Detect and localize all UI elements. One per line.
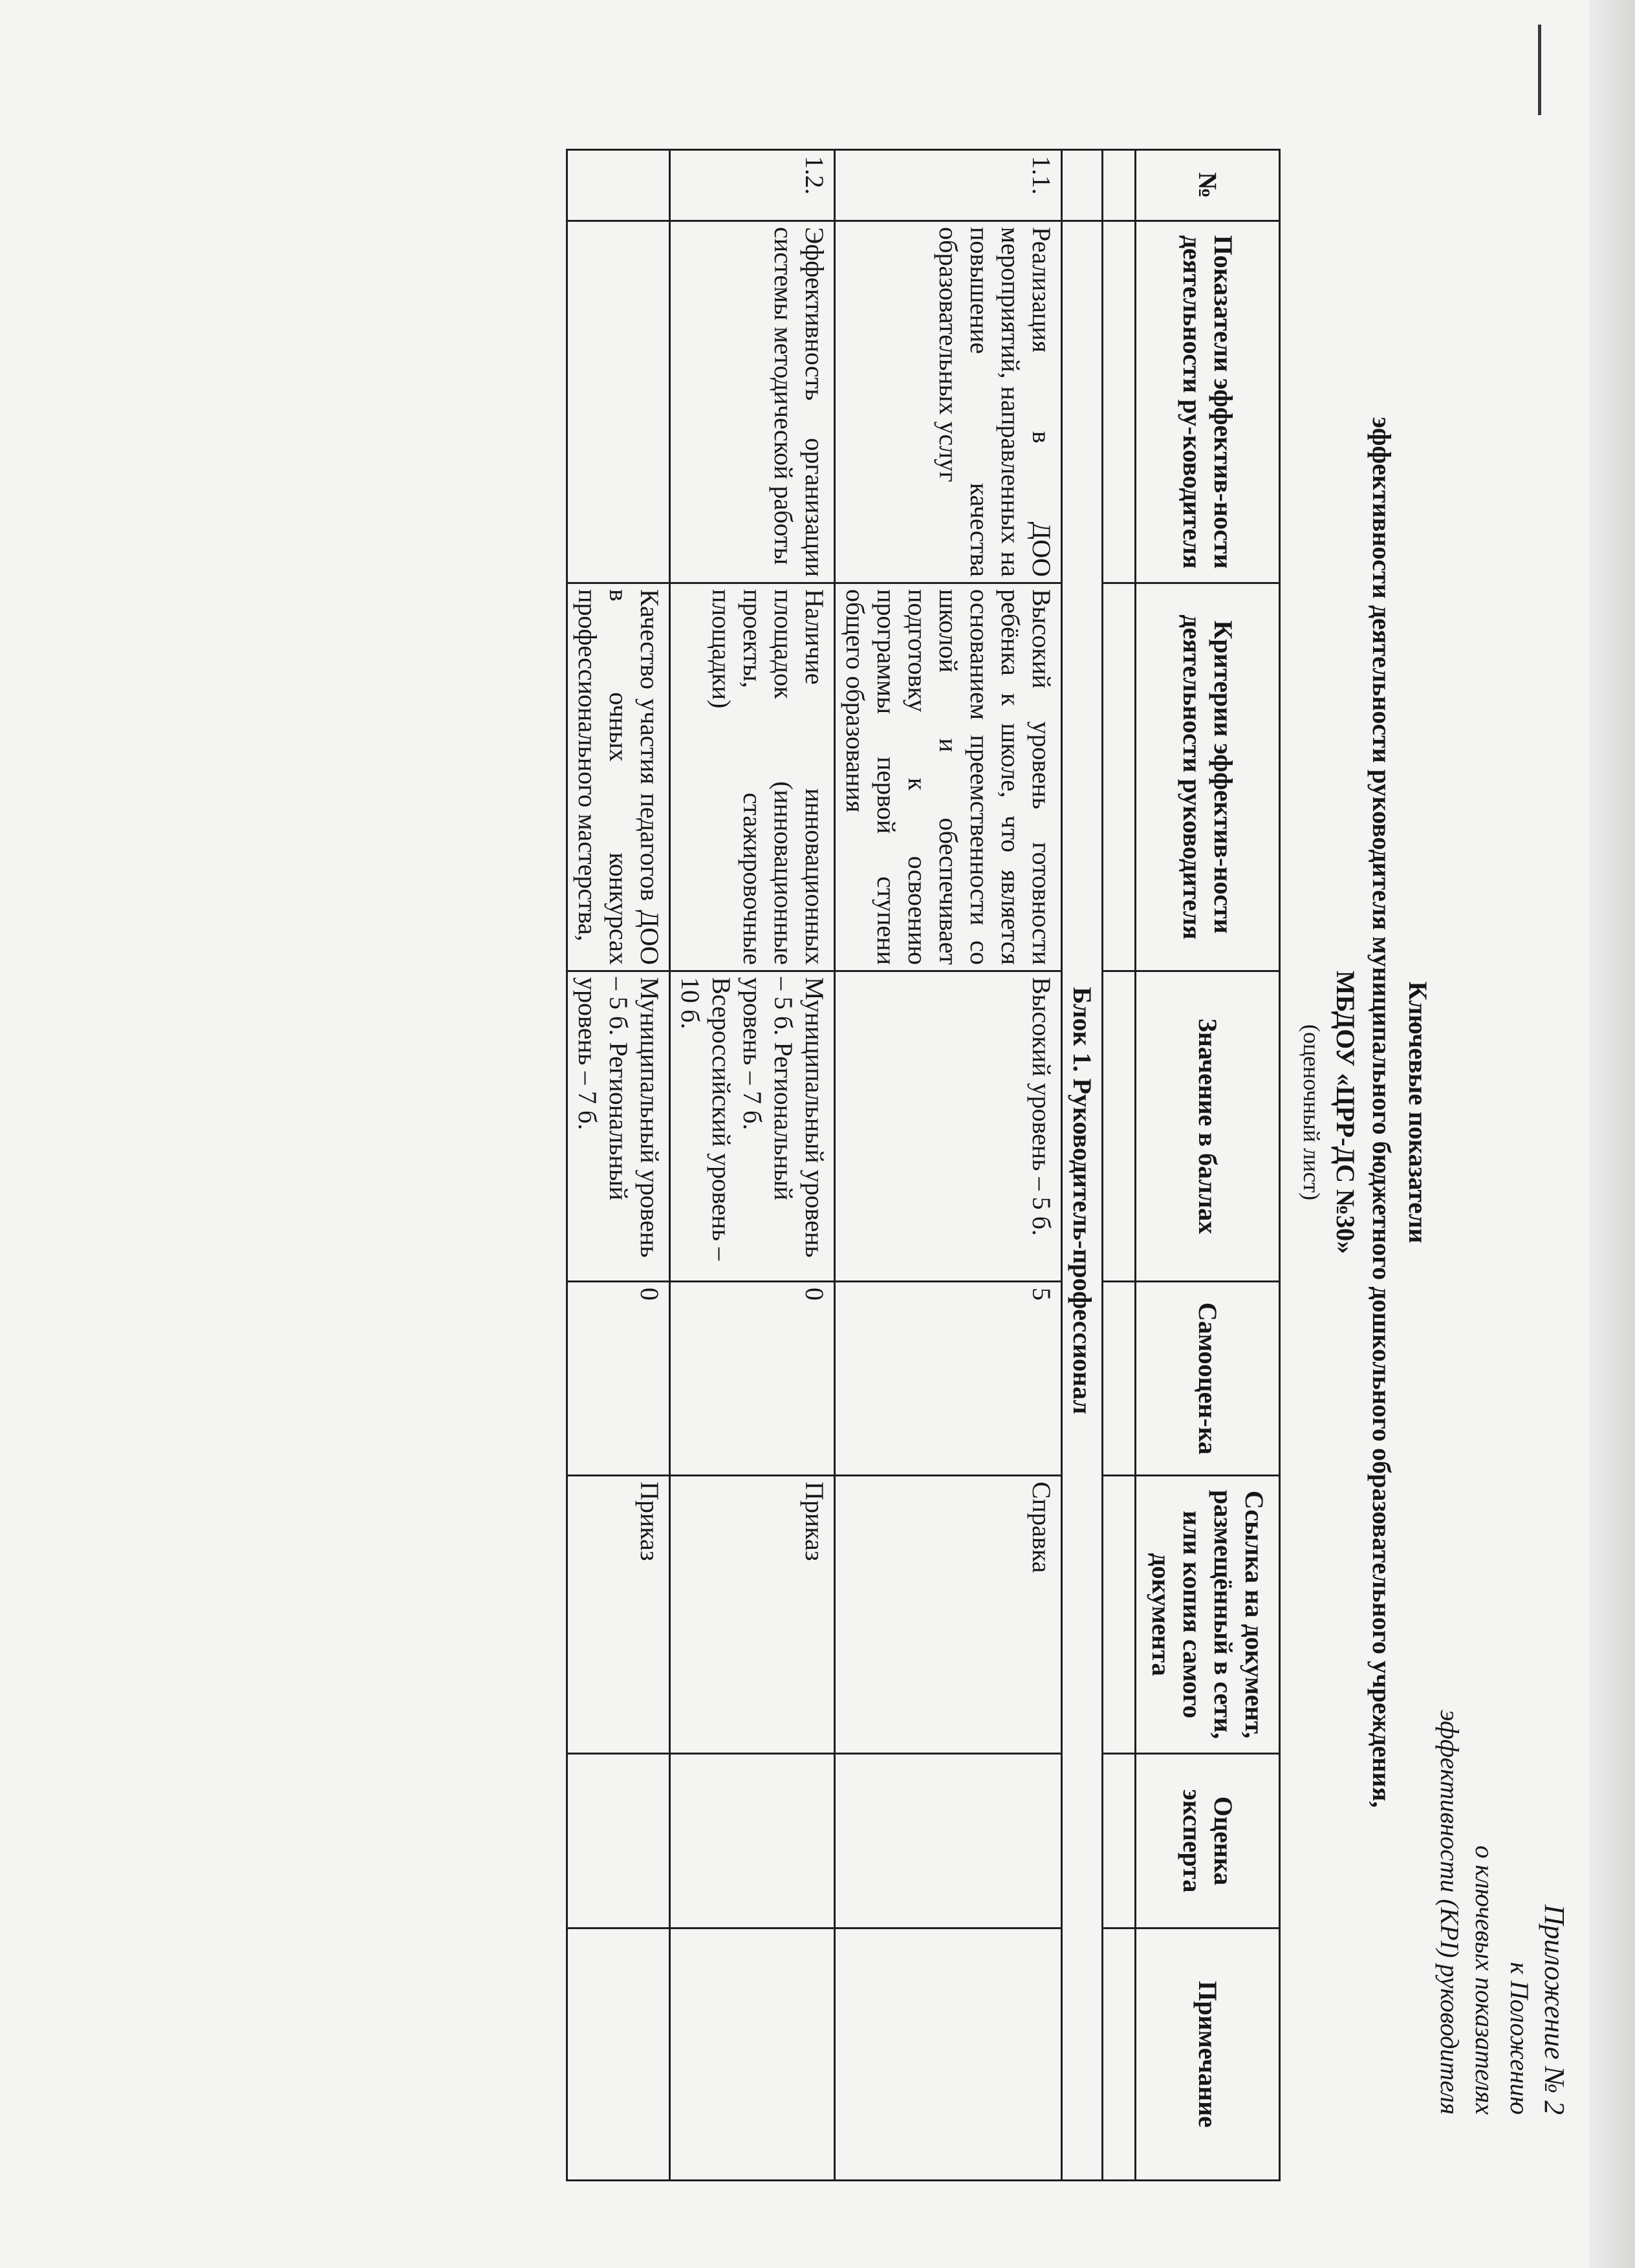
header-row	[1136, 150, 1280, 2181]
header-indicator: Показатели эффектив-ности деятельности ру-ководителя	[1136, 221, 1280, 583]
rotated-page	[32, 0, 1597, 2225]
row-criterion: Высокий уровень готовности ребёнка к школе, что является основанием преемственности со школой и обеспечивает подготовку к освоению программы первой ступени общего образования	[835, 583, 1062, 971]
block-row	[1062, 150, 1103, 2181]
header-note: Примечание	[1136, 1928, 1280, 2181]
row-self: 0	[567, 1282, 670, 1476]
header-expert: Оценка эксперта	[1136, 1754, 1280, 1928]
table-row	[835, 150, 1062, 2181]
row-points: Высокий уровень – 5 б.	[835, 971, 1062, 1282]
row-self: 0	[670, 1282, 835, 1476]
appendix-note	[1432, 1710, 1572, 2115]
row-criterion: Наличие инновационных площадок (инновационные проекты, стажировочные площадки)	[670, 583, 835, 971]
title-line-4: (оценочный лист)	[1299, 1024, 1325, 1201]
document-title	[1296, 0, 1436, 2225]
appendix-line-2: к Положению	[1505, 1961, 1534, 2115]
row-link: Справка	[835, 1476, 1062, 1754]
appendix-line-3: о ключевых показателях	[1470, 1845, 1499, 2115]
appendix-line-1: Приложение № 2	[1539, 1904, 1570, 2115]
row-link: Приказ	[670, 1476, 835, 1754]
row-indicator: Эффективность организации системы методической работы	[670, 221, 835, 583]
title-line-3: МБДОУ «ЦРР-ДС №30»	[1331, 970, 1360, 1255]
kpi-table	[566, 149, 1281, 2181]
table-row	[567, 150, 670, 2181]
title-line-1: Ключевые показатели	[1403, 981, 1433, 1244]
row-points: Муниципальный уровень – 5 б. Региональный уровень – 7 б.	[567, 971, 670, 1282]
title-line-2: эффективности деятельности руководителя муниципального бюджетного дошкольного образовательного учреждения,	[1367, 416, 1396, 1808]
row-note	[670, 1928, 835, 2181]
row-num: 1.1.	[835, 150, 1062, 221]
row-note	[567, 1928, 670, 2181]
header-self: Самооцен-ка	[1136, 1282, 1280, 1476]
row-num: 1.2.	[670, 150, 835, 221]
table-row	[670, 150, 835, 2181]
header-num: №	[1136, 150, 1280, 221]
row-link: Приказ	[567, 1476, 670, 1754]
appendix-line-4: эффективности (КРІ) руководителя	[1435, 1709, 1464, 2115]
row-self: 5	[835, 1282, 1062, 1476]
row-expert	[567, 1754, 670, 1928]
header-points: Значение в баллах	[1136, 971, 1280, 1282]
row-indicator: Реализация в ДОО мероприятий, направленных на повышение качества образовательных услуг	[835, 221, 1062, 583]
row-expert	[835, 1754, 1062, 1928]
row-num	[567, 150, 670, 221]
header-link: Ссылка на документ, размещённый в сети, или копия самого документа	[1136, 1476, 1280, 1754]
spacer-row	[1103, 150, 1136, 2181]
block-title: Блок 1. Руководитель-профессионал	[1062, 221, 1103, 2181]
row-expert	[670, 1754, 835, 1928]
row-criterion: Качество участия педагогов ДОО в очных конкурсах профессионального мастерства,	[567, 583, 670, 971]
row-points: Муниципальный уровень – 5 б. Региональный уровень – 7 б. Всероссийский уровень – 10 б.	[670, 971, 835, 1282]
row-indicator	[567, 221, 670, 583]
header-criterion: Критерии эффектив-ности деятельности руководителя	[1136, 583, 1280, 971]
row-note	[835, 1928, 1062, 2181]
